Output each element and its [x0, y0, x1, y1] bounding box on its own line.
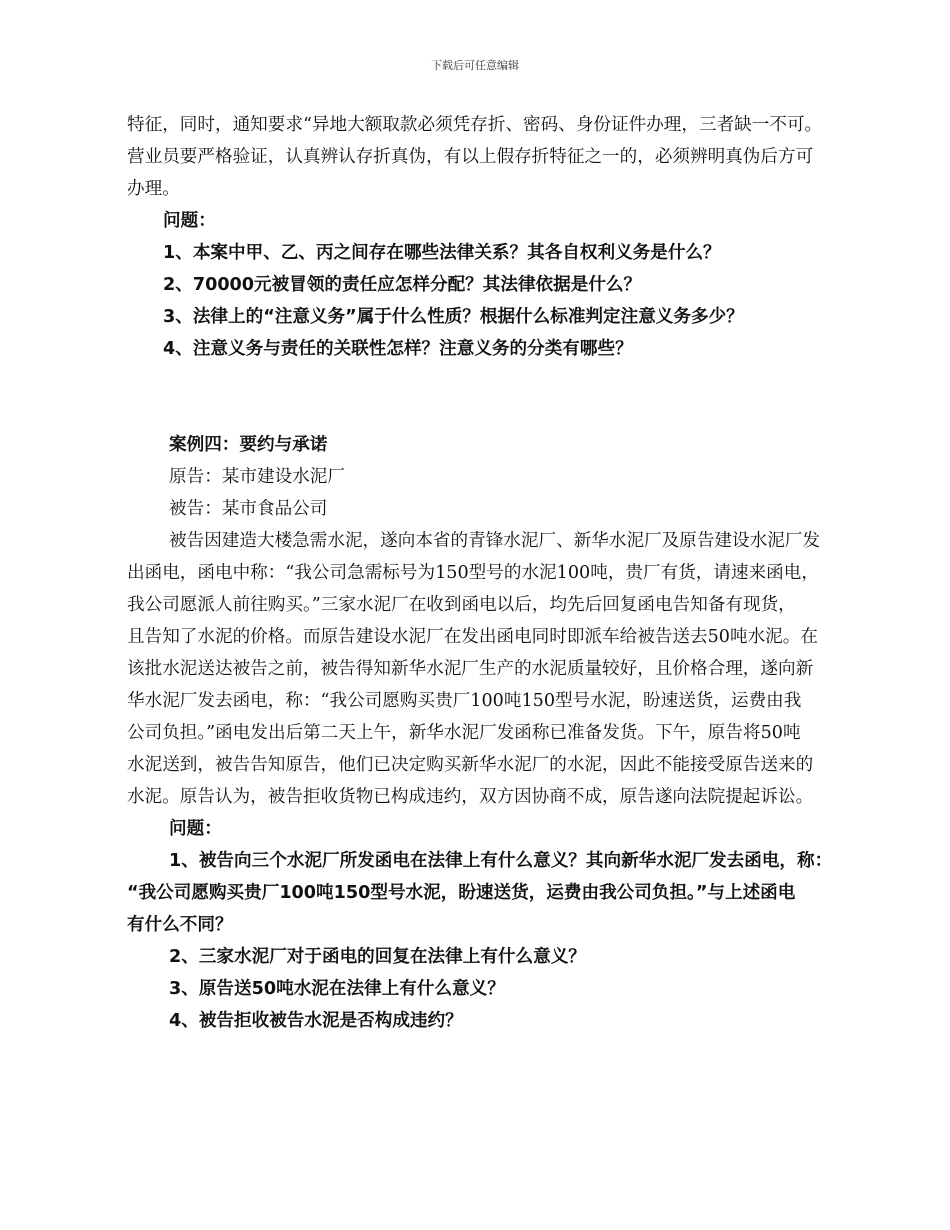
question-item-continued: 有什么不同？: [127, 915, 233, 935]
body-line: 被告因建造大楼急需水泥，遂向本省的青锋水泥厂、新华水泥厂及原告建设水泥厂发: [169, 531, 820, 551]
paragraph-line: 营业员要严格验证，认真辨认存折真伪，有以上假存折特征之一的，必须辨明真伪后方可: [127, 147, 814, 167]
body-line: 水泥。原告认为，被告拒收货物已构成违约，双方因协商不成，原告遂向法院提起诉讼。: [127, 787, 814, 807]
body-line: 且告知了水泥的价格。而原告建设水泥厂在发出函电同时即派车给被告送去50吨水泥。在: [127, 627, 818, 647]
body-line: 公司负担。”函电发出后第二天上午，新华水泥厂发函称已准备发货。下午，原告将50吨: [127, 723, 801, 743]
question-item: 2、三家水泥厂对于函电的回复在法律上有什么意义？: [169, 947, 586, 967]
body-line: 水泥送到，被告告知原告，他们已决定购买新华水泥厂的水泥，因此不能接受原告送来的: [127, 755, 814, 775]
question-item: 3、原告送50吨水泥在法律上有什么意义？: [169, 979, 505, 999]
paragraph-line: 办理。: [127, 179, 180, 199]
question-item-continued: “我公司愿购买贵厂100吨150型号水泥，盼速送货，运费由我公司负担。”与上述函电: [127, 883, 796, 903]
page-header-note: 下载后可任意编辑: [431, 59, 519, 72]
defendant-line: 被告：某市食品公司: [169, 499, 328, 519]
case-title: 案例四：要约与承诺: [169, 435, 328, 455]
paragraph-line: 特征，同时，通知要求“异地大额取款必须凭存折、密码、身份证件办理，三者缺一不可。: [127, 115, 823, 135]
question-item: 1、本案中甲、乙、丙之间存在哪些法律关系？其各自权利义务是什么？: [163, 243, 721, 263]
plaintiff-line: 原告：某市建设水泥厂: [169, 467, 345, 487]
questions-label: 问题：: [163, 211, 216, 231]
body-line: 华水泥厂发去函电，称：“我公司愿购买贵厂100吨150型号水泥，盼速送货，运费由我: [127, 691, 802, 711]
questions-label: 问题：: [169, 819, 222, 839]
question-item: 3、法律上的“注意义务”属于什么性质？根据什么标准判定注意义务多少？: [163, 307, 744, 327]
question-item: 4、被告拒收被告水泥是否构成违约？: [169, 1011, 463, 1031]
question-item: 1、被告向三个水泥厂所发函电在法律上有什么意义？其向新华水泥厂发去函电，称：: [169, 851, 833, 871]
body-line: 出函电，函电中称：“我公司急需标号为150型号的水泥100吨，贵厂有货，请速来函电，: [127, 563, 819, 583]
question-item: 2、70000元被冒领的责任应怎样分配？其法律依据是什么？: [163, 275, 642, 295]
question-item: 4、注意义务与责任的关联性怎样？注意义务的分类有哪些？: [163, 339, 633, 359]
body-line: 该批水泥送达被告之前，被告得知新华水泥厂生产的水泥质量较好，且价格合理，遂向新: [127, 659, 814, 679]
body-line: 我公司愿派人前往购买。”三家水泥厂在收到函电以后，均先后回复函电告知备有现货，: [127, 595, 796, 615]
